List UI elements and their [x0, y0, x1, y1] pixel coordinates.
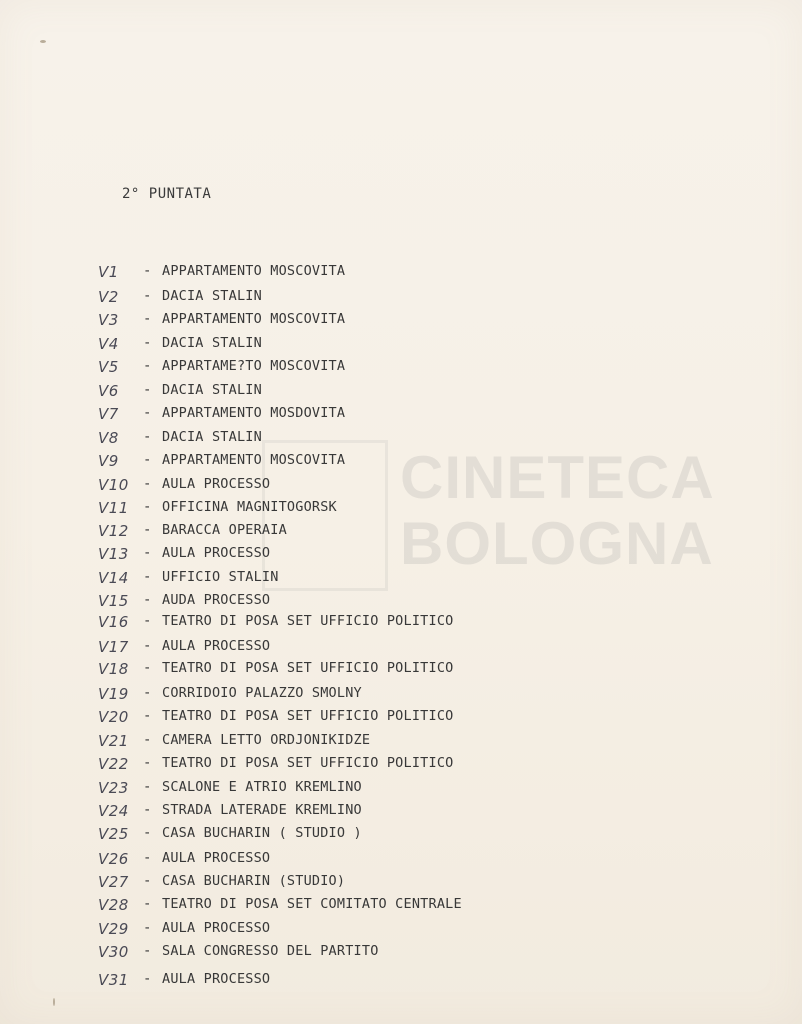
scene-separator: - — [143, 545, 152, 561]
scene-location: BARACCA OPERAIA — [162, 522, 287, 538]
scene-separator: - — [143, 592, 152, 608]
scene-separator: - — [143, 779, 152, 795]
watermark-line-2: BOLOGNA — [400, 510, 714, 577]
scene-row — [0, 660, 802, 682]
scene-separator: - — [143, 660, 152, 676]
scene-row — [0, 685, 802, 707]
scene-number: V22 — [98, 755, 129, 773]
scene-location: AUDA PROCESSO — [162, 592, 271, 608]
scene-separator: - — [143, 429, 152, 445]
scene-number: V9 — [98, 452, 119, 470]
scene-location: APPARTAME?TO MOSCOVITA — [162, 358, 346, 374]
scene-number: V12 — [98, 522, 129, 540]
scene-row — [0, 545, 802, 567]
scene-location: TEATRO DI POSA SET UFFICIO POLITICO — [162, 755, 454, 771]
scene-separator: - — [143, 896, 152, 912]
scene-number: V14 — [98, 569, 129, 587]
scene-separator: - — [143, 873, 152, 889]
scene-location: OFFICINA MAGNITOGORSK — [162, 499, 337, 515]
scene-number: V21 — [98, 732, 129, 750]
scene-location: APPARTAMENTO MOSCOVITA — [162, 263, 346, 279]
scene-location: APPARTAMENTO MOSCOVITA — [162, 311, 346, 327]
scene-location: SCALONE E ATRIO KREMLINO — [162, 779, 362, 795]
scene-row — [0, 708, 802, 730]
scene-number: V26 — [98, 850, 129, 868]
scene-separator: - — [143, 943, 152, 959]
scene-number: V8 — [98, 429, 119, 447]
scene-separator: - — [143, 708, 152, 724]
scene-row — [0, 592, 802, 614]
scene-separator: - — [143, 405, 152, 421]
scene-location: CASA BUCHARIN ( STUDIO ) — [162, 825, 362, 841]
scene-row — [0, 335, 802, 357]
scene-row — [0, 311, 802, 333]
scene-number: V29 — [98, 920, 129, 938]
scene-number: V5 — [98, 358, 119, 376]
scene-row — [0, 873, 802, 895]
scene-row — [0, 476, 802, 498]
scene-number: V30 — [98, 943, 129, 961]
scene-number: V17 — [98, 638, 129, 656]
scene-row — [0, 522, 802, 544]
scene-separator: - — [143, 638, 152, 654]
scene-separator: - — [143, 755, 152, 771]
scene-location: AULA PROCESSO — [162, 920, 271, 936]
scene-row — [0, 802, 802, 824]
scene-location: DACIA STALIN — [162, 288, 262, 304]
scene-number: V13 — [98, 545, 129, 563]
scene-number: V20 — [98, 708, 129, 726]
scene-location: AULA PROCESSO — [162, 545, 271, 561]
scene-row — [0, 971, 802, 993]
scene-location: UFFICIO STALIN — [162, 569, 279, 585]
scene-number: V15 — [98, 592, 129, 610]
scene-number: V18 — [98, 660, 129, 678]
scene-location: CAMERA LETTO ORDJONIKIDZE — [162, 732, 371, 748]
scene-number: V31 — [98, 971, 129, 989]
scene-separator: - — [143, 499, 152, 515]
scene-location: DACIA STALIN — [162, 429, 262, 445]
scene-row — [0, 288, 802, 310]
page-heading: 2° PUNTATA — [122, 186, 212, 202]
scene-row — [0, 499, 802, 521]
scene-location: AULA PROCESSO — [162, 476, 271, 492]
scene-row — [0, 263, 802, 285]
scene-number: V2 — [98, 288, 119, 306]
scene-number: V1 — [98, 263, 119, 281]
scene-number: V23 — [98, 779, 129, 797]
scene-location: APPARTAMENTO MOSDOVITA — [162, 405, 346, 421]
scene-location: APPARTAMENTO MOSCOVITA — [162, 452, 346, 468]
scene-location: CORRIDOIO PALAZZO SMOLNY — [162, 685, 362, 701]
scene-separator: - — [143, 522, 152, 538]
scene-row — [0, 358, 802, 380]
scene-row — [0, 896, 802, 918]
scene-separator: - — [143, 382, 152, 398]
scene-number: V10 — [98, 476, 129, 494]
scene-location: TEATRO DI POSA SET UFFICIO POLITICO — [162, 660, 454, 676]
scene-location: DACIA STALIN — [162, 335, 262, 351]
scene-row — [0, 452, 802, 474]
scene-number: V11 — [98, 499, 129, 517]
scene-separator: - — [143, 825, 152, 841]
scene-location: TEATRO DI POSA SET UFFICIO POLITICO — [162, 613, 454, 629]
scene-location: AULA PROCESSO — [162, 638, 271, 654]
scene-row — [0, 755, 802, 777]
scene-row — [0, 569, 802, 591]
scene-row — [0, 825, 802, 847]
scene-separator: - — [143, 452, 152, 468]
scene-separator: - — [143, 685, 152, 701]
scene-row — [0, 779, 802, 801]
scene-location: SALA CONGRESSO DEL PARTITO — [162, 943, 379, 959]
scene-separator: - — [143, 732, 152, 748]
scene-number: V16 — [98, 613, 129, 631]
scene-row — [0, 943, 802, 965]
scene-row — [0, 732, 802, 754]
scene-separator: - — [143, 311, 152, 327]
scene-separator: - — [143, 850, 152, 866]
scene-separator: - — [143, 335, 152, 351]
scene-row — [0, 850, 802, 872]
scene-separator: - — [143, 476, 152, 492]
watermark-line-1: CINETECA — [400, 444, 715, 511]
scene-row — [0, 382, 802, 404]
scene-separator: - — [143, 971, 152, 987]
scene-row — [0, 613, 802, 635]
scene-separator: - — [143, 802, 152, 818]
scene-number: V19 — [98, 685, 129, 703]
scene-separator: - — [143, 263, 152, 279]
scene-location: TEATRO DI POSA SET UFFICIO POLITICO — [162, 708, 454, 724]
scene-row — [0, 429, 802, 451]
scene-separator: - — [143, 569, 152, 585]
scene-location: CASA BUCHARIN (STUDIO) — [162, 873, 346, 889]
scene-number: V7 — [98, 405, 119, 423]
scene-location: DACIA STALIN — [162, 382, 262, 398]
scene-number: V27 — [98, 873, 129, 891]
scene-separator: - — [143, 613, 152, 629]
scene-number: V6 — [98, 382, 119, 400]
scene-number: V28 — [98, 896, 129, 914]
scene-row — [0, 920, 802, 942]
scene-separator: - — [143, 288, 152, 304]
scene-number: V25 — [98, 825, 129, 843]
scene-location: STRADA LATERADE KREMLINO — [162, 802, 362, 818]
scene-location: AULA PROCESSO — [162, 850, 271, 866]
scene-location: TEATRO DI POSA SET COMITATO CENTRALE — [162, 896, 462, 912]
scene-row — [0, 405, 802, 427]
scene-separator: - — [143, 358, 152, 374]
scene-number: V24 — [98, 802, 129, 820]
scene-number: V4 — [98, 335, 119, 353]
scene-number: V3 — [98, 311, 119, 329]
scene-row — [0, 638, 802, 660]
scene-location: AULA PROCESSO — [162, 971, 271, 987]
scene-separator: - — [143, 920, 152, 936]
